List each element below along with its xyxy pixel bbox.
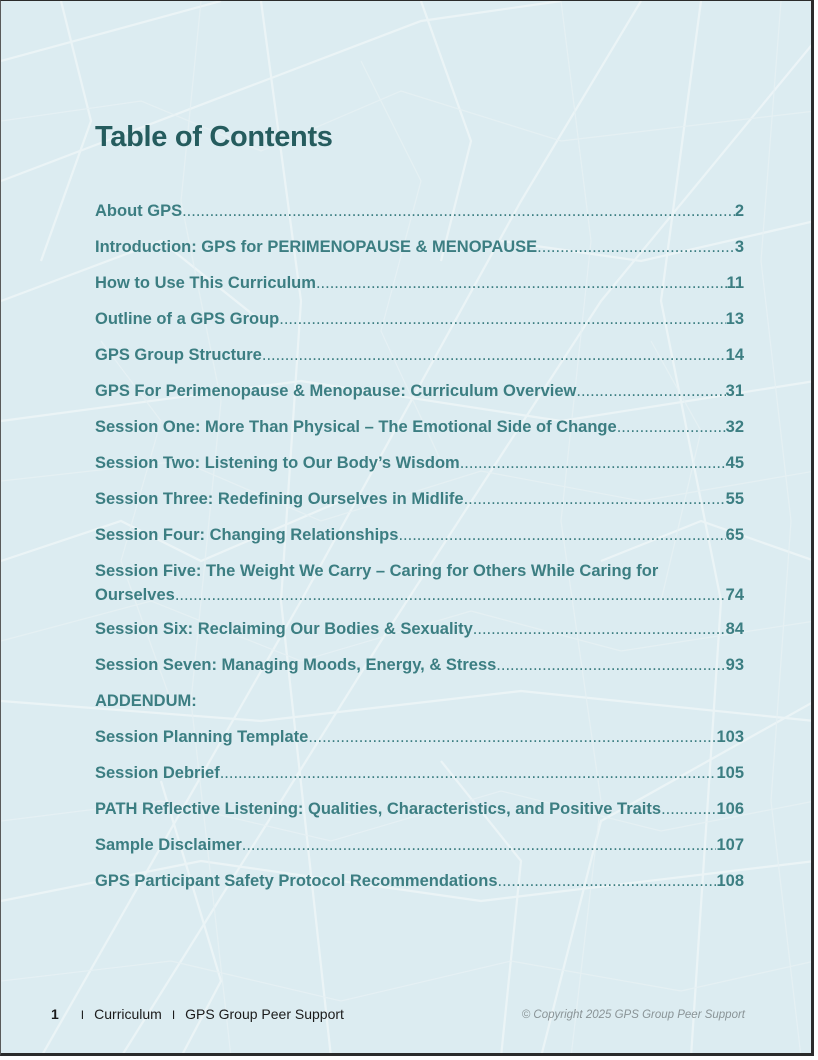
toc-page-number: 13	[725, 310, 744, 328]
toc-page-number: 32	[725, 418, 744, 436]
toc-entry-title: Sample Disclaimer	[95, 836, 242, 854]
toc-page-number: 3	[734, 238, 744, 256]
toc-page-number: 106	[716, 800, 744, 818]
toc-page-number: 31	[725, 382, 744, 400]
toc-entry-title: Session Two: Listening to Our Body’s Wisdom	[95, 454, 460, 472]
dot-leader	[220, 761, 717, 785]
toc-page-number: 55	[725, 490, 744, 508]
toc-entry-outline[interactable]	[95, 307, 744, 343]
toc-entry-session-three[interactable]	[95, 487, 744, 523]
toc-page-number: 11	[726, 274, 744, 292]
toc-entry-session-one[interactable]	[95, 415, 744, 451]
toc-entry-title: Outline of a GPS Group	[95, 310, 280, 328]
toc-entry-session-five[interactable]	[95, 559, 744, 617]
toc-page-number: 14	[725, 346, 744, 364]
dot-leader	[398, 523, 725, 547]
copyright-notice: © Copyright 2025 GPS Group Peer Support	[521, 1009, 745, 1021]
toc-entry-title: How to Use This Curriculum	[95, 274, 316, 292]
toc-entry-sample-disclaimer[interactable]	[95, 833, 744, 869]
addendum-heading-text: ADDENDUM:	[95, 692, 197, 710]
dot-leader	[460, 451, 726, 475]
toc-page-number: 108	[716, 872, 744, 890]
toc-entry-title: Session Three: Redefining Ourselves in Midlife	[95, 490, 464, 508]
toc-entry-title-line2: Ourselves	[95, 586, 175, 604]
toc-page-number: 105	[716, 764, 744, 782]
footer-separator: I	[171, 1008, 176, 1022]
dot-leader	[242, 833, 717, 857]
toc-entry-title: GPS Participant Safety Protocol Recommendations	[95, 872, 498, 890]
table-of-contents	[95, 199, 744, 905]
toc-entry-title-line1: Session Five: The Weight We Carry – Caring for Others While Caring for	[95, 562, 659, 580]
toc-entry-title: GPS For Perimenopause & Menopause: Curriculum Overview	[95, 382, 577, 400]
toc-entry-about-gps[interactable]	[95, 199, 744, 235]
toc-entry-session-six[interactable]	[95, 617, 744, 653]
dot-leader	[617, 415, 726, 439]
toc-page-number: 107	[716, 836, 744, 854]
toc-entry-session-debrief[interactable]	[95, 761, 744, 797]
toc-page-number: 45	[725, 454, 744, 472]
toc-entry-session-planning-template[interactable]	[95, 725, 744, 761]
dot-leader	[279, 307, 725, 331]
footer-org: GPS Group Peer Support	[185, 1006, 344, 1022]
toc-addendum-heading	[95, 689, 744, 725]
dot-leader	[498, 869, 717, 893]
page-title: Table of Contents	[95, 121, 333, 153]
toc-entry-safety-protocol[interactable]	[95, 869, 744, 905]
toc-page-number: 84	[725, 620, 744, 638]
toc-entry-title: Session Planning Template	[95, 728, 309, 746]
toc-entry-title: Session Four: Changing Relationships	[95, 526, 399, 544]
toc-entry-how-to-use[interactable]	[95, 271, 744, 307]
toc-entry-title: Session Six: Reclaiming Our Bodies & Sexuality	[95, 620, 473, 638]
toc-entry-title: GPS Group Structure	[95, 346, 262, 364]
dot-leader	[308, 725, 716, 749]
toc-entry-title: Session Seven: Managing Moods, Energy, & Stress	[95, 656, 497, 674]
dot-leader	[496, 653, 725, 677]
dot-leader	[182, 199, 735, 223]
toc-entry-curriculum-overview[interactable]	[95, 379, 744, 415]
toc-page-number: 93	[725, 656, 744, 674]
toc-entry-session-seven[interactable]	[95, 653, 744, 689]
page-footer	[51, 1006, 344, 1022]
toc-page-number: 74	[725, 586, 744, 604]
dot-leader	[473, 617, 726, 641]
footer-page-number: 1	[51, 1006, 59, 1022]
toc-entry-session-four[interactable]	[95, 523, 744, 559]
toc-entry-introduction[interactable]	[95, 235, 744, 271]
dot-leader	[537, 235, 735, 259]
toc-entry-title: PATH Reflective Listening: Qualities, Characteristics, and Positive Traits	[95, 800, 662, 818]
dot-leader	[661, 797, 716, 821]
toc-entry-title: Introduction: GPS for PERIMENOPAUSE & MENOPAUSE	[95, 238, 538, 256]
dot-leader	[175, 583, 726, 607]
dot-leader	[464, 487, 726, 511]
dot-leader	[576, 379, 725, 403]
toc-page-number: 103	[716, 728, 744, 746]
toc-entry-title: About GPS	[95, 202, 183, 220]
toc-page-number: 2	[734, 202, 744, 220]
toc-entry-session-two[interactable]	[95, 451, 744, 487]
toc-entry-title: Session One: More Than Physical – The Emotional Side of Change	[95, 418, 617, 436]
toc-page-number: 65	[725, 526, 744, 544]
footer-separator: I	[80, 1008, 85, 1022]
toc-entry-title: Session Debrief	[95, 764, 220, 782]
dot-leader	[316, 271, 727, 295]
toc-entry-path-reflective-listening[interactable]	[95, 797, 744, 833]
dot-leader	[262, 343, 726, 367]
toc-entry-group-structure[interactable]	[95, 343, 744, 379]
footer-section: Curriculum	[94, 1006, 162, 1022]
